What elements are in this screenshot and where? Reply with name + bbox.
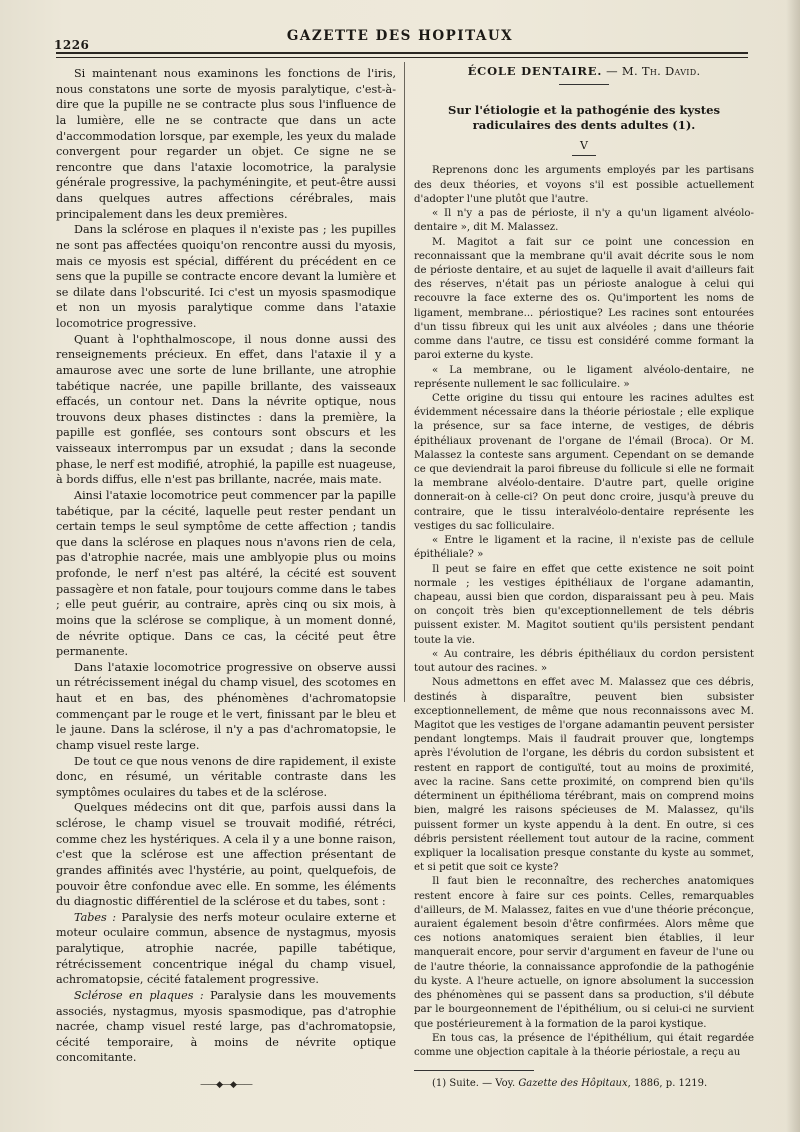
sclerose-label: Sclérose en plaques : [74,988,204,1002]
paragraph: Cette origine du tissu qui entoure les racines adultes est évidemment nécessaire dans la théorie périostale ; elle explique la présence, sur sa face interne, de vestiges, de débris épithéliaux provenant de l'organe de l'émail (Broca). Or M. Malassez la conteste sans argument. Cependant on se demande ce que deviendrait la paroi fibreuse du follicule si elle ne formait la membrane alvéolo-dentaire. D'autre part, quelle origine donnerait-on à celle-ci? On peut donc croire, jusqu'à preuve du contraire, que le tissu interalvéolo-dentaire représente les vestiges du sac folliculaire. [414,392,754,532]
chapter-rule [572,155,596,156]
binding-shadow [786,0,800,1132]
section-author: — M. Th. David. [602,64,701,78]
paragraph: Dans l'ataxie locomotrice progressive on observe aussi un rétrécissement inégal du champ visuel, des scotomes en haut et en bas, des phénomènes d'achromatopsie commençant par le rouge et le vert, finissant par le bleu et le jaune. Dans la sclérose, il n'y a pas d'achromatopsie, le champ visuel reste large. [56,660,396,752]
left-column [56,66,396,1094]
sclerose-text: Paralysie dans les mouvements associés, nystagmus, myosis spasmodique, pas d'atrophie nacrée, champ visuel resté large, pas d'achromatopsie, cécité temporaire, à moins de névrite optique concomitante. [56,988,396,1065]
paragraph: De tout ce que nous venons de dire rapidement, il existe donc, en résumé, un véritable contraste dans les symptômes oculaires du tabes et de la sclérose. [56,754,396,799]
tabes-summary [56,910,396,988]
section-title [414,64,754,78]
paragraph: Quant à l'ophthalmoscope, il nous donne aussi des renseignements précieux. En effet, dans l'ataxie il y a amaurose avec une sorte de lune brillante, une atrophie tabétique nacrée, une papille brillante, des vaisseaux effacés, un contour net. Dans la névrite optique, nous trouvons deux phases distinctes : dans la première, la papille est gonflée, ses contours sont obscurs et les vaisseaux interrompus par un exsudat ; dans la seconde phase, le nerf est modifié, atrophié, la papille est nuageuse, à bords diffus, elle n'est pas brillante, nacrée, mais mate. [56,332,396,487]
header-rule [56,52,748,54]
paragraph: « Au contraire, les débris épithéliaux du cordon persistent tout autour des racines. » [414,648,754,675]
paragraph: M. Magitot a fait sur ce point une concession en reconnaissant que la membrane qu'il avait décrite sous le nom de périoste dentaire, et au sujet de laquelle il avait d'ailleurs fait des réserves, n'était pas un périoste analogue à celui qui recouvre la face externe des os. Qu'importent les noms de ligament, membrane... périostique? Les racines sont entourées d'un tissu fibreux qui les unit aux alvéoles ; dans une théorie comme dans l'autre, ce tissu est considéré comme formant la paroi externe du kyste. [414,236,754,362]
paragraph: Nous admettons en effet avec M. Malassez que ces débris, destinés à disparaître, peuvent bien subsister exceptionnellement, de même que nous reconnaissons avec M. Magitot que les vestiges de l'organe adamantin peuvent persister pendant longtemps. Mais il faudrait prouver que, longtemps après l'évolution de l'organe, les débris du cordon subsistent et restent en rapport de contiguïté, tout au moins de proximité, avec la racine. Sans cette proximité, on comprend bien qu'ils déterminent un épithélioma térébrant, mais on comprend moins bien, malgré les raisons spécieuses de M. Malassez, qu'ils puissent former un kyste appendu à la dent. En outre, si ces débris persistent réellement tout autour de la racine, comment expliquer la localisation presque constante du kyste au sommet, et si petit que soit ce kyste? [414,677,754,874]
footnote-journal: Gazette des Hôpitaux [518,1078,628,1090]
paragraph: « La membrane, ou le ligament alvéolo-dentaire, ne représente nullement le sac folliculaire. » [414,364,754,390]
paragraph: Ainsi l'ataxie locomotrice peut commencer par la papille tabétique, par la cécité, laquelle peut rester pendant un certain temps le seul symptôme de cette affection ; tandis que dans la sclérose en plaques nous n'avons rien de cela, pas d'atrophie nacrée, mais une amblyopie plus ou moins profonde, le nerf n'est pas altéré, la cécité est souvent passagère et non fatale, pour toujours comme dans le tabes ; elle peut guérir, au contraire, après cinq ou six mois, à moins que la sclérose se complique, à un moment donné, de névrite optique. Dans ce cas, la cécité peut être permanente. [56,488,396,659]
footnote [414,1077,754,1090]
article-title: Sur l'étiologie et la pathogénie des kystes radiculaires des dents adultes (1). [447,103,721,133]
header-rule-thin [56,57,748,58]
page-number: 1226 [54,38,90,52]
paragraph: Il faut bien le reconnaître, des recherches anatomiques restent encore à faire sur ces points. Celles, remarquables d'ailleurs, de M. Malassez, faites en vue d'une théorie préconçue, auraient également besoin d'être confirmées. Alors même que ces notions anatomiques seraient bien établies, il leur manquerait encore, pour servir d'argument en faveur de l'une ou de l'autre théorie, la connaissance approfondie de la pathogénie du kyste. A l'heure actuelle, on ignore absolument la succession des phénomènes qui se passent dans sa production, s'il débute par le bourgeonnement de l'épithélium, ou si celui-ci ne survient que postérieurement à la formation de la paroi kystique. [414,876,754,1030]
tabes-text: Paralysie des nerfs moteur oculaire externe et moteur oculaire commun, absence de nystagmus, myosis paralytique, atrophie nacrée, papille tabétique, rétrécissement concentrique inégal du champ visuel, achromatopsie, cécité fatalement progressive. [56,910,396,987]
end-ornament: ——◆—◆—— [200,1080,252,1090]
column-divider [404,62,405,702]
section-name: ÉCOLE DENTAIRE. [467,64,603,78]
journal-title: GAZETTE DES HOPITAUX [286,28,514,44]
paragraph: Si maintenant nous examinons les fonctions de l'iris, nous constatons une sorte de myosis paralytique, c'est-à-dire que la pupille ne se contracte plus sous l'influence de la lumière, elle ne se contracte que dans un acte d'accommodation lorsque, par exemple, les yeux du malade convergent pour regarder un objet. Ce signe ne se rencontre que dans l'ataxie locomotrice, la paralysie générale progressive, la pachyméningite, et peut-être aussi dans quelques autres affections cérébrales, mais principalement dans les deux premières. [56,67,396,221]
sclerose-summary [56,988,396,1066]
paragraph: Reprenons donc les arguments employés par les partisans des deux théories, et voyons s'il est possible actuellement d'adopter l'une plutôt que l'autre. [414,165,754,205]
paragraph: Il peut se faire en effet que cette existence ne soit point normale ; les vestiges épithéliaux de l'organe adamantin, chapeau, aussi bien que cordon, disparaissant peu à peu. Mais on conçoit très bien qu'exceptionnellement de tels débris puissent exister. M. Magitot soutient qu'ils persistent pendant toute la vie. [414,563,754,646]
chapter-numeral: V [580,139,588,153]
footnote-prefix: (1) Suite. — Voy. [432,1078,519,1090]
paragraph: Dans la sclérose en plaques il n'existe pas ; les pupilles ne sont pas affectées quoiqu'on rencontre aussi du myosis, mais ce myosis est spécial, différent du précédent en ce sens que la pupille se contracte encore devant la lumière et se dilate dans l'obscurité. Ici c'est un myosis spasmodique et non un myosis paralytique comme dans l'ataxie locomotrice progressive. [56,223,396,330]
paragraph: « Entre le ligament et la racine, il n'existe pas de cellule épithéliale? » [414,535,754,561]
footnote-rule [414,1070,534,1071]
section-rule [559,84,609,85]
footnote-suffix: , 1886, p. 1219. [627,1078,708,1090]
tabes-label: Tabes : [74,910,117,924]
paragraph: « Il n'y a pas de périoste, il n'y a qu'un ligament alvéolo-dentaire », dit M. Malassez. [414,208,754,234]
right-column [414,64,754,1090]
paragraph: En tous cas, la présence de l'épithélium, qui était regardée comme une objection capitale à la théorie périostale, a reçu au [414,1032,754,1058]
page-header [50,18,750,52]
paragraph: Quelques médecins ont dit que, parfois aussi dans la sclérose, le champ visuel se trouvait modifié, rétréci, comme chez les hystériques. A cela il y a une bonne raison, c'est que la sclérose est une affection présentant de grandes affinités avec l'hystérie, au point, quelquefois, de pouvoir être confondue avec elle. En somme, les éléments du diagnostic différentiel de la sclérose et du tabes, sont : [56,801,396,909]
